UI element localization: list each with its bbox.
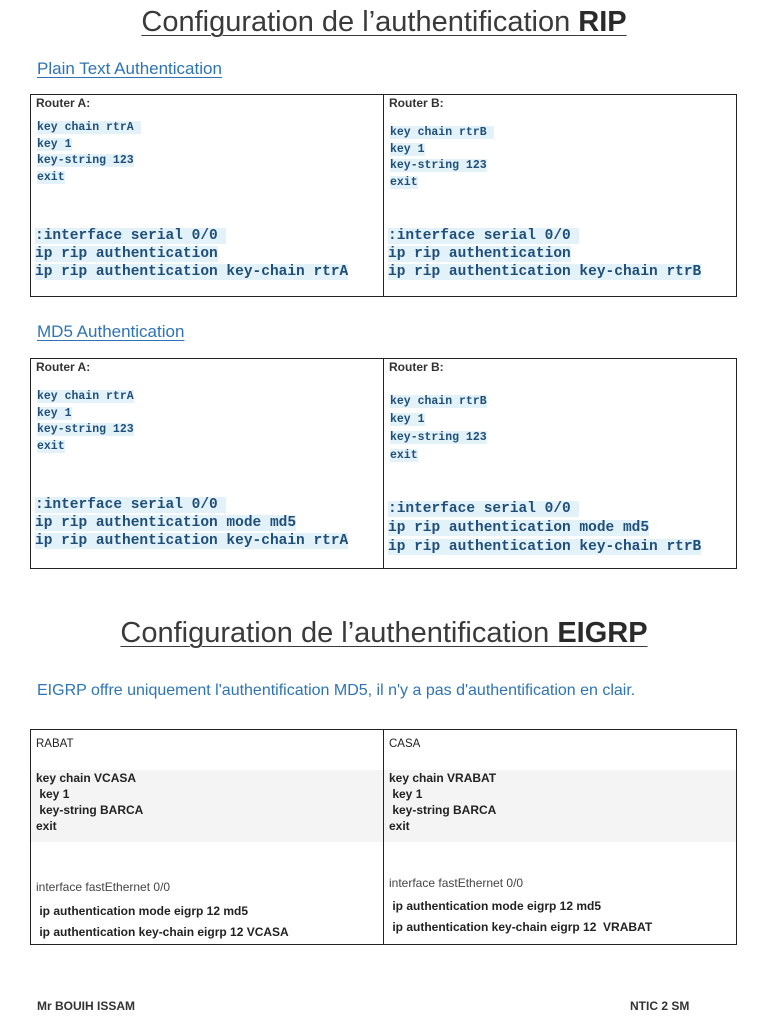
plain-text-heading: Plain Text Authentication: [37, 59, 222, 78]
code-line: ip rip authentication key-chain rtrB: [388, 264, 702, 280]
md5-table: [30, 358, 737, 569]
router-b-label: Router B:: [389, 96, 444, 110]
router-b-interface-block: [388, 500, 701, 557]
rabat-interface: interface fastEthernet 0/0: [36, 880, 171, 894]
code-line: ip rip authentication mode md5: [388, 520, 650, 536]
plain-router-b-cell: [384, 95, 737, 297]
router-a-interface-block: [35, 227, 348, 281]
router-a-interface-block: [35, 496, 348, 550]
code-line: key 1: [390, 413, 425, 426]
code-line: ip rip authentication: [35, 246, 218, 262]
config-line: key chain VCASA: [36, 771, 137, 785]
code-line: :interface serial 0/0: [388, 501, 580, 517]
code-line: ip rip authentication: [388, 246, 571, 262]
md5-heading: MD5 Authentication: [37, 322, 185, 341]
router-b-interface-block: [388, 227, 701, 281]
config-line: ip authentication mode eigrp 12 md5: [36, 904, 249, 918]
code-line: ip rip authentication mode md5: [35, 515, 297, 531]
rip-title: Configuration de l’authentification RIP: [141, 6, 627, 38]
router-b-label: Router B:: [389, 360, 444, 374]
rabat-auth-block: [36, 901, 289, 943]
code-line: key chain rtrB: [390, 126, 494, 139]
casa-auth-block: [389, 896, 652, 938]
code-line: key-string 123: [37, 423, 134, 436]
config-line: key 1: [36, 787, 70, 801]
footer-class: NTIC 2 SM: [630, 999, 690, 1013]
eigrp-note: EIGRP offre uniquement l'authentification MD5, il n'y a pas d'authentification en clair.: [37, 682, 636, 699]
code-line: :interface serial 0/0: [388, 228, 580, 244]
md5-router-a-cell: [31, 359, 384, 569]
config-line: ip authentication key-chain eigrp 12 VCASA: [36, 925, 289, 939]
casa-keychain-block: [389, 770, 496, 834]
config-line: key 1: [389, 787, 423, 801]
code-line: key chain rtrA: [37, 121, 141, 134]
rabat-keychain-block: [36, 770, 143, 834]
code-line: exit: [37, 439, 65, 453]
code-line: exit: [390, 175, 418, 189]
config-line: key chain VRABAT: [389, 771, 497, 785]
router-a-keychain-block: [37, 120, 141, 186]
config-line: ip authentication mode eigrp 12 md5: [389, 899, 602, 913]
router-b-keychain-block: [390, 125, 494, 191]
config-line: ip authentication key-chain eigrp 12 VRABAT: [389, 920, 653, 934]
config-line: exit: [389, 819, 410, 833]
router-a-label: Router A:: [36, 360, 91, 374]
plain-text-table: [30, 94, 737, 297]
code-line: ip rip authentication key-chain rtrB: [388, 539, 702, 555]
eigrp-title: Configuration de l’authentification EIGRP: [120, 617, 648, 649]
code-line: :interface serial 0/0: [35, 228, 227, 244]
code-line: key-string 123: [37, 154, 134, 167]
config-line: key-string BARCA: [36, 803, 144, 817]
router-a-label: Router A:: [36, 96, 91, 110]
code-line: exit: [390, 449, 418, 462]
code-line: ip rip authentication key-chain rtrA: [35, 264, 349, 280]
config-line: key-string BARCA: [389, 803, 497, 817]
config-line: exit: [36, 819, 57, 833]
md5-router-b-cell: [384, 359, 737, 569]
router-a-keychain-block: [37, 389, 134, 455]
router-b-keychain-block: [390, 393, 487, 465]
code-line: ip rip authentication key-chain rtrA: [35, 533, 349, 549]
code-line: key 1: [37, 406, 72, 420]
plain-router-a-cell: [31, 95, 384, 297]
rabat-label: RABAT: [36, 738, 74, 750]
code-line: key 1: [37, 137, 72, 151]
casa-interface: interface fastEthernet 0/0: [389, 876, 524, 890]
rabat-cell: [31, 730, 384, 945]
code-line: exit: [37, 170, 65, 184]
code-line: key-string 123: [390, 159, 487, 172]
eigrp-table: [30, 729, 737, 945]
casa-label: CASA: [389, 738, 421, 750]
code-line: key-string 123: [390, 431, 487, 444]
code-line: key chain rtrB: [390, 395, 487, 408]
casa-cell: [384, 730, 737, 945]
code-line: key 1: [390, 142, 425, 156]
code-line: key chain rtrA: [37, 390, 134, 403]
code-line: :interface serial 0/0: [35, 497, 227, 513]
footer-author: Mr BOUIH ISSAM: [37, 999, 136, 1013]
